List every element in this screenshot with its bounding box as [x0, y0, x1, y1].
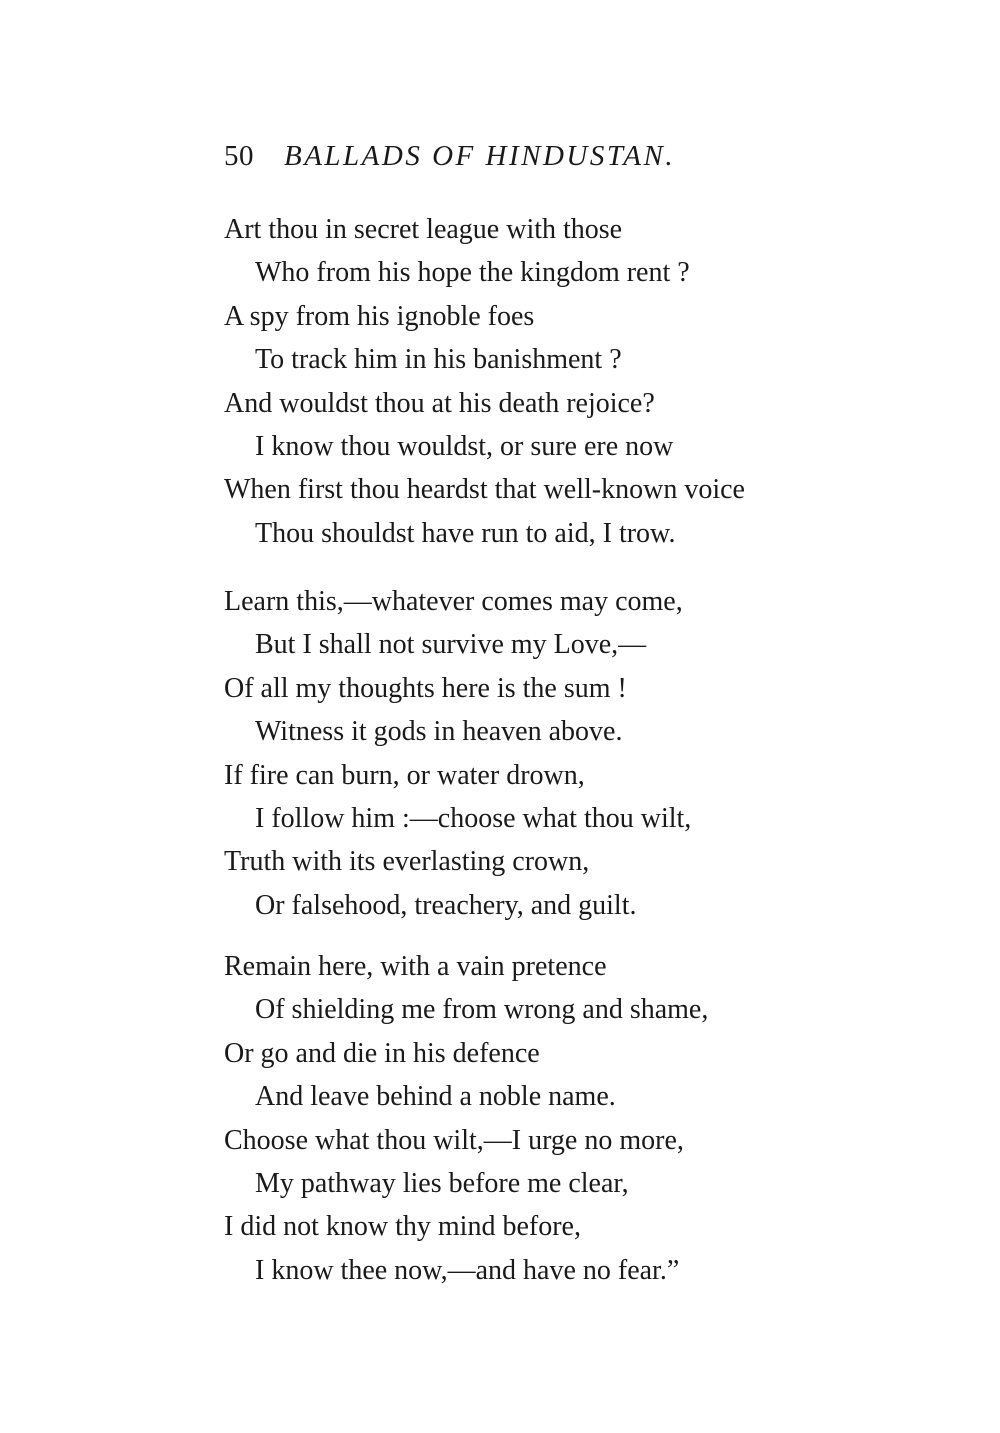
stanza-2: [224, 580, 944, 927]
running-head: [224, 140, 675, 184]
running-title: BALLADS OF HINDUSTAN.: [284, 140, 676, 172]
verse-line: Art thou in secret league with those: [224, 214, 623, 245]
verse-line: Or falsehood, treachery, and guilt.: [255, 889, 637, 921]
verse-line: When first thou heardst that well-known voice: [224, 474, 745, 506]
page-number: 50: [224, 140, 254, 172]
verse-line: I know thou wouldst, or sure ere now: [255, 430, 674, 462]
verse-line: If fire can burn, or water drown,: [224, 759, 585, 791]
stanza-1: [224, 208, 944, 555]
stanza-3: [224, 945, 944, 1292]
verse-line: Of all my thoughts here is the sum !: [224, 672, 627, 704]
verse-line: Or go and die in his defence: [224, 1037, 540, 1069]
verse-line: I did not know thy mind before,: [224, 1211, 581, 1243]
verse-line: Witness it gods in heaven above.: [255, 716, 623, 748]
verse-line: Truth with its everlasting crown,: [224, 846, 590, 878]
verse-line: Choose what thou wilt,—I urge no more,: [224, 1124, 684, 1156]
verse-line: Remain here, with a vain pretence: [224, 951, 607, 982]
verse-line: I know thee now,—and have no fear.”: [255, 1254, 680, 1286]
verse-line: A spy from his ignoble foes: [224, 300, 535, 332]
verse-line: Learn this,—whatever comes may come,: [224, 586, 683, 617]
verse-line: And leave behind a noble name.: [255, 1081, 616, 1113]
verse-line: Thou shouldst have run to aid, I trow.: [255, 517, 676, 549]
verse-line: And wouldst thou at his death rejoice?: [224, 387, 655, 419]
verse-line: Who from his hope the kingdom rent ?: [255, 257, 690, 289]
verse-line: My pathway lies before me clear,: [255, 1167, 629, 1199]
verse-line: To track him in his banishment ?: [255, 344, 622, 376]
verse-line: But I shall not survive my Love,—: [255, 629, 647, 661]
verse-line: I follow him :—choose what thou wilt,: [255, 802, 692, 834]
verse-line: Of shielding me from wrong and shame,: [255, 994, 709, 1026]
